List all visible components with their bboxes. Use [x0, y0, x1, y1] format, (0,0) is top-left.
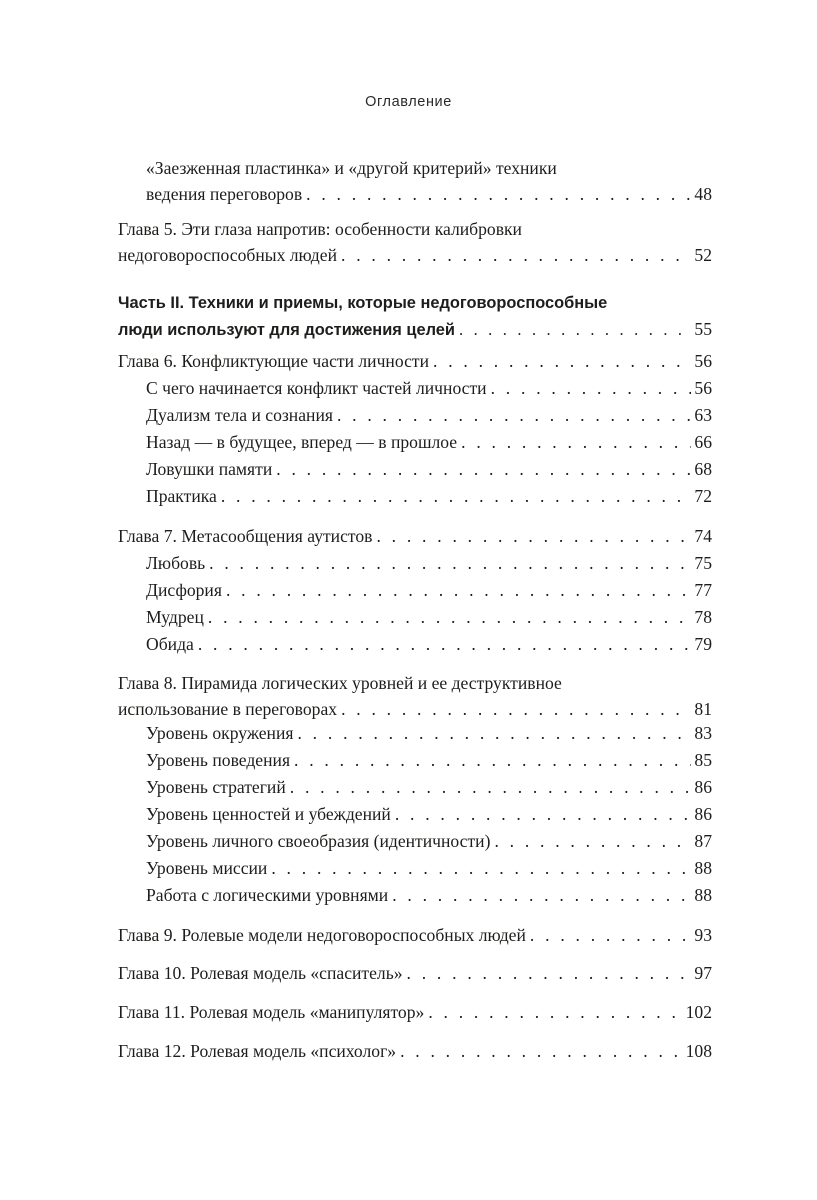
toc-entry-chapter-7 [118, 523, 712, 549]
toc-entry-chapter-5 [118, 216, 712, 268]
page-number: 88 [694, 858, 712, 878]
toc-entry-text: Глава 12. Ролевая модель «психолог» [118, 1041, 397, 1061]
page-number: 102 [685, 1002, 712, 1022]
page-number: 78 [694, 607, 712, 627]
page-number: 87 [694, 831, 712, 851]
dot-leader [221, 483, 692, 509]
dot-leader [341, 696, 691, 722]
running-header: Оглавление [365, 94, 452, 110]
dot-leader [461, 429, 691, 455]
page-number: 79 [694, 634, 712, 654]
page-number: 88 [694, 885, 712, 905]
toc-entry-text: Глава 7. Метасообщения аутистов [118, 526, 373, 546]
toc-entry-text: Любовь [146, 553, 206, 573]
toc-entry-uroven-identichnosti [146, 828, 712, 854]
toc-entry-text: Дисфория [146, 580, 222, 600]
page-number: 55 [694, 319, 712, 339]
toc-entry-part-2 [118, 290, 712, 342]
dot-leader [337, 402, 691, 428]
toc-entry-chapter-10 [118, 960, 712, 986]
toc-entry-mudrets [146, 604, 712, 630]
toc-entry-text: Глава 9. Ролевые модели недоговороспособных людей [118, 925, 526, 945]
toc-entry-praktika [146, 483, 712, 509]
toc-entry-chapter-11 [118, 999, 712, 1025]
toc-entry-disforiya [146, 577, 712, 603]
toc-entry-text: Уровень миссии [146, 858, 268, 878]
toc-entry-text: Практика [146, 486, 217, 506]
page-number: 85 [694, 750, 712, 770]
page-number: 93 [694, 925, 712, 945]
dot-leader [208, 604, 692, 630]
toc-entry-text: Уровень окружения [146, 723, 294, 743]
page-number: 63 [694, 405, 712, 425]
toc-entry-text: люди используют для достижения целей [118, 321, 455, 339]
toc-entry-text: Глава 10. Ролевая модель «спаситель» [118, 963, 403, 983]
toc-entry-uroven-povedeniya [146, 747, 712, 773]
toc-entry-lovushki-pamyati [146, 456, 712, 482]
toc-entry-chapter-12 [118, 1038, 712, 1064]
page-number: 86 [694, 777, 712, 797]
toc-entry-chapter-8 [118, 670, 712, 722]
toc-entry-text: Ловушки памяти [146, 459, 273, 479]
page-number: 52 [694, 245, 712, 265]
toc-entry-text: Работа с логическими уровнями [146, 885, 389, 905]
page-number: 83 [694, 723, 712, 743]
toc-entry-text: Уровень поведения [146, 750, 291, 770]
toc-entry-text: использование в переговорах [118, 699, 338, 719]
dot-leader [226, 577, 691, 603]
page-number: 48 [694, 184, 712, 204]
dot-leader [395, 801, 692, 827]
toc-entry-text: Уровень стратегий [146, 777, 286, 797]
toc-entry-uroven-missii [146, 855, 712, 881]
dot-leader [306, 181, 691, 207]
toc-entry-text: Уровень личного своеобразия (идентичности) [146, 831, 491, 851]
toc-entry-uroven-strategiy [146, 774, 712, 800]
toc-entry-text: Глава 6. Конфликтующие части личности [118, 351, 429, 371]
dot-leader [276, 456, 691, 482]
toc-entry-text: Часть II. Техники и приемы, которые недоговороспособные [118, 294, 608, 312]
dot-leader [209, 550, 691, 576]
toc-entry-text: недоговороспособных людей [118, 245, 337, 265]
toc-entry-text: Дуализм тела и сознания [146, 405, 333, 425]
toc-entry-lyubov [146, 550, 712, 576]
toc-entry-text: Обида [146, 634, 194, 654]
toc-entry-chapter-6 [118, 348, 712, 374]
dot-leader [376, 523, 691, 549]
page-number: 74 [694, 526, 712, 546]
toc-entry-konflikt-chastey [146, 375, 712, 401]
page-number: 66 [694, 432, 712, 452]
dot-leader [459, 317, 691, 343]
dot-leader [491, 375, 692, 401]
toc-entry-nazad-v-budushchee [146, 429, 712, 455]
page-number: 86 [694, 804, 712, 824]
toc-entry-text: С чего начинается конфликт частей личности [146, 378, 487, 398]
dot-leader [530, 922, 691, 948]
page-number: 68 [694, 459, 712, 479]
page-number: 97 [694, 963, 712, 983]
toc-entry-text: Глава 5. Эти глаза напротив: особенности калибровки [118, 219, 522, 239]
page-number: 56 [694, 378, 712, 398]
toc-entry-uroven-tsennostey [146, 801, 712, 827]
dot-leader [341, 242, 691, 268]
toc-entry-dualizm [146, 402, 712, 428]
toc-entry-text: Уровень ценностей и убеждений [146, 804, 391, 824]
toc-entry-uroven-okruzheniya [146, 720, 712, 746]
page-number: 81 [694, 699, 712, 719]
dot-leader [294, 747, 691, 773]
dot-leader [494, 828, 691, 854]
toc-entry-text: Мудрец [146, 607, 204, 627]
toc-entry-rabota-s-urovnyami [146, 882, 712, 908]
dot-leader [297, 720, 691, 746]
page-number: 72 [694, 486, 712, 506]
toc-entry-obida [146, 631, 712, 657]
dot-leader [433, 348, 691, 374]
toc-entry-text: Глава 8. Пирамида логических уровней и ее деструктивное [118, 673, 562, 693]
page-number: 77 [694, 580, 712, 600]
dot-leader [198, 631, 692, 657]
dot-leader [407, 960, 692, 986]
toc-entry-text: Назад — в будущее, вперед — в прошлое [146, 432, 458, 452]
dot-leader [290, 774, 692, 800]
dot-leader [271, 855, 691, 881]
toc-entry-zaezzhennaya-plastinka [146, 155, 712, 207]
page-number: 108 [685, 1041, 712, 1061]
dot-leader [428, 999, 682, 1025]
toc-entry-text: «Заезженная пластинка» и «другой критерий» техники [146, 158, 557, 178]
dot-leader [400, 1038, 683, 1064]
toc-entry-text: Глава 11. Ролевая модель «манипулятор» [118, 1002, 425, 1022]
dot-leader [392, 882, 691, 908]
toc-entry-text: ведения переговоров [146, 184, 303, 204]
page-number: 75 [694, 553, 712, 573]
toc-entry-chapter-9 [118, 922, 712, 948]
page-number: 56 [694, 351, 712, 371]
